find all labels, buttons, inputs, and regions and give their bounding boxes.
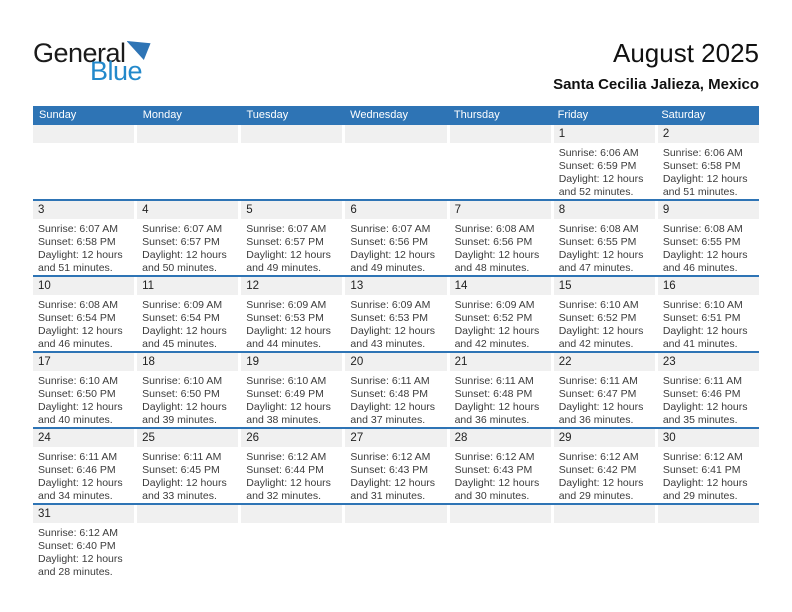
daylight-text-continued: and 52 minutes. [558,186,634,198]
day-number: 22 [554,353,655,371]
weekday-header-thursday: Thursday [453,109,500,121]
empty-day-cell [137,505,238,579]
sunset-text: Sunset: 6:46 PM [38,464,116,476]
sunset-text: Sunset: 6:44 PM [246,464,324,476]
sunrise-text: Sunrise: 6:12 AM [558,451,639,463]
day-cell [450,277,551,351]
daylight-text-continued: and 50 minutes. [142,262,217,274]
day-info [554,143,655,199]
daylight-text-continued: and 36 minutes. [454,414,530,426]
sunrise-text: Sunrise: 6:10 AM [662,299,743,311]
daylight-text: Daylight: 12 hours [662,173,748,185]
daylight-text: Daylight: 12 hours [142,249,227,261]
sunrise-text: Sunrise: 6:10 AM [246,375,327,387]
day-info [450,371,551,427]
sunrise-text: Sunrise: 6:10 AM [142,375,223,387]
day-info [554,371,655,427]
daylight-text-continued: and 46 minutes. [38,338,113,350]
daylight-text: Daylight: 12 hours [38,249,123,261]
day-info [33,447,134,503]
daylight-text-continued: and 30 minutes. [454,490,530,502]
daylight-text: Daylight: 12 hours [38,553,123,565]
weekday-header-sunday: Sunday [39,109,77,121]
day-number: 5 [241,201,342,219]
day-cell [137,429,238,503]
daylight-text-continued: and 49 minutes. [350,262,426,274]
day-number [450,505,551,523]
day-number: 20 [345,353,446,371]
sunset-text: Sunset: 6:47 PM [558,388,637,400]
day-cell [33,505,134,579]
day-cell [345,201,446,275]
daylight-text: Daylight: 12 hours [558,401,644,413]
day-number: 9 [658,201,759,219]
day-cell [33,277,134,351]
day-cell [33,201,134,275]
day-cell [137,201,238,275]
day-number: 14 [450,277,551,295]
day-info [241,295,342,351]
sunset-text: Sunset: 6:51 PM [662,312,741,324]
day-info [658,371,759,427]
day-number [450,125,551,143]
daylight-text-continued: and 34 minutes. [38,490,113,502]
day-number [658,505,759,523]
sunrise-text: Sunrise: 6:08 AM [38,299,118,311]
day-cell [450,201,551,275]
day-info [658,447,759,503]
calendar-weeks [33,125,759,579]
empty-day-cell [33,125,134,199]
day-number: 3 [33,201,134,219]
empty-day-cell [241,125,342,199]
daylight-text-continued: and 29 minutes. [558,490,634,502]
day-number [137,125,238,143]
day-cell [345,353,446,427]
daylight-text-continued: and 41 minutes. [662,338,738,350]
calendar [33,106,759,579]
daylight-text: Daylight: 12 hours [246,325,331,337]
sunrise-text: Sunrise: 6:09 AM [454,299,535,311]
sunset-text: Sunset: 6:52 PM [558,312,637,324]
daylight-text-continued: and 45 minutes. [142,338,217,350]
day-cell [658,201,759,275]
daylight-text-continued: and 51 minutes. [662,186,738,198]
calendar-week-row [33,125,759,199]
day-number: 19 [241,353,342,371]
daylight-text: Daylight: 12 hours [558,173,644,185]
daylight-text: Daylight: 12 hours [454,249,540,261]
day-number: 31 [33,505,134,523]
location-subtitle: Santa Cecilia Jalieza, Mexico [553,76,759,94]
day-info [345,295,446,351]
day-cell [658,429,759,503]
sunrise-text: Sunrise: 6:12 AM [350,451,431,463]
sunset-text: Sunset: 6:56 PM [350,236,429,248]
daylight-text: Daylight: 12 hours [662,325,748,337]
daylight-text-continued: and 29 minutes. [662,490,738,502]
sunrise-text: Sunrise: 6:11 AM [558,375,638,387]
day-number: 24 [33,429,134,447]
day-number: 26 [241,429,342,447]
daylight-text: Daylight: 12 hours [38,325,123,337]
day-cell [137,353,238,427]
daylight-text: Daylight: 12 hours [558,249,644,261]
day-info [450,447,551,503]
day-info [658,219,759,275]
daylight-text-continued: and 51 minutes. [38,262,113,274]
daylight-text-continued: and 38 minutes. [246,414,321,426]
sunset-text: Sunset: 6:50 PM [38,388,116,400]
sunrise-text: Sunrise: 6:12 AM [38,527,118,539]
day-info [137,295,238,351]
daylight-text: Daylight: 12 hours [662,401,748,413]
day-number: 21 [450,353,551,371]
calendar-week-row [33,427,759,503]
sunset-text: Sunset: 6:53 PM [246,312,324,324]
sunrise-text: Sunrise: 6:11 AM [454,375,534,387]
empty-day-cell [658,505,759,579]
day-info [137,219,238,275]
daylight-text-continued: and 42 minutes. [454,338,530,350]
sunrise-text: Sunrise: 6:09 AM [246,299,327,311]
daylight-text-continued: and 48 minutes. [454,262,530,274]
sunrise-text: Sunrise: 6:11 AM [38,451,118,463]
day-info [137,371,238,427]
empty-day-cell [137,125,238,199]
daylight-text-continued: and 46 minutes. [662,262,738,274]
daylight-text: Daylight: 12 hours [142,325,227,337]
day-info [554,219,655,275]
day-cell [658,125,759,199]
day-number: 2 [658,125,759,143]
sunset-text: Sunset: 6:48 PM [350,388,429,400]
day-number: 7 [450,201,551,219]
day-number: 12 [241,277,342,295]
daylight-text: Daylight: 12 hours [350,477,436,489]
daylight-text-continued: and 31 minutes. [350,490,426,502]
sunrise-text: Sunrise: 6:07 AM [142,223,223,235]
daylight-text: Daylight: 12 hours [350,401,436,413]
day-number: 25 [137,429,238,447]
day-number [554,505,655,523]
day-info [33,523,134,579]
day-info [658,143,759,199]
day-number [241,505,342,523]
day-number [345,505,446,523]
daylight-text: Daylight: 12 hours [454,325,540,337]
day-cell [345,429,446,503]
sunrise-text: Sunrise: 6:08 AM [454,223,535,235]
day-cell [450,429,551,503]
daylight-text-continued: and 49 minutes. [246,262,321,274]
empty-day-cell [450,125,551,199]
day-number: 10 [33,277,134,295]
sunset-text: Sunset: 6:42 PM [558,464,637,476]
empty-day-cell [554,505,655,579]
day-info [345,447,446,503]
day-number: 8 [554,201,655,219]
sunset-text: Sunset: 6:58 PM [662,160,741,172]
sunset-text: Sunset: 6:50 PM [142,388,220,400]
daylight-text-continued: and 32 minutes. [246,490,321,502]
sunset-text: Sunset: 6:46 PM [662,388,741,400]
daylight-text-continued: and 43 minutes. [350,338,426,350]
sunset-text: Sunset: 6:54 PM [38,312,116,324]
sunset-text: Sunset: 6:41 PM [662,464,741,476]
sunset-text: Sunset: 6:45 PM [142,464,220,476]
daylight-text-continued: and 47 minutes. [558,262,634,274]
daylight-text-continued: and 28 minutes. [38,566,113,578]
day-number: 11 [137,277,238,295]
sunset-text: Sunset: 6:54 PM [142,312,220,324]
sunrise-text: Sunrise: 6:10 AM [558,299,639,311]
day-cell [241,277,342,351]
sunrise-text: Sunrise: 6:06 AM [662,147,743,159]
daylight-text: Daylight: 12 hours [142,401,227,413]
day-number: 29 [554,429,655,447]
sunset-text: Sunset: 6:52 PM [454,312,533,324]
day-info [33,219,134,275]
sunrise-text: Sunrise: 6:11 AM [350,375,430,387]
sunset-text: Sunset: 6:58 PM [38,236,116,248]
page-header [33,0,759,106]
daylight-text: Daylight: 12 hours [558,477,644,489]
sunrise-text: Sunrise: 6:10 AM [38,375,118,387]
daylight-text-continued: and 37 minutes. [350,414,426,426]
daylight-text: Daylight: 12 hours [246,401,331,413]
day-cell [33,353,134,427]
empty-day-cell [450,505,551,579]
day-info [554,295,655,351]
day-number [241,125,342,143]
day-cell [658,353,759,427]
calendar-week-row [33,503,759,579]
sunset-text: Sunset: 6:55 PM [558,236,637,248]
day-info [345,219,446,275]
day-info [450,219,551,275]
weekday-header-tuesday: Tuesday [246,109,289,121]
empty-day-cell [345,125,446,199]
day-number [33,125,134,143]
day-number: 15 [554,277,655,295]
day-cell [554,201,655,275]
day-number: 1 [554,125,655,143]
sunrise-text: Sunrise: 6:11 AM [142,451,222,463]
logo-text-blue: Blue [90,56,143,86]
weekday-header-monday: Monday [142,109,182,121]
day-info [345,371,446,427]
calendar-week-row [33,351,759,427]
weekday-header-friday: Friday [557,109,589,121]
day-info [554,447,655,503]
calendar-week-row [33,199,759,275]
daylight-text-continued: and 33 minutes. [142,490,217,502]
calendar-week-row [33,275,759,351]
day-cell [33,429,134,503]
daylight-text-continued: and 42 minutes. [558,338,634,350]
day-number [345,125,446,143]
sunset-text: Sunset: 6:40 PM [38,540,116,552]
day-cell [137,277,238,351]
daylight-text: Daylight: 12 hours [246,477,331,489]
sunrise-text: Sunrise: 6:06 AM [558,147,639,159]
empty-day-cell [241,505,342,579]
day-number: 16 [658,277,759,295]
day-number: 27 [345,429,446,447]
day-number: 18 [137,353,238,371]
sunset-text: Sunset: 6:56 PM [454,236,533,248]
daylight-text-continued: and 36 minutes. [558,414,634,426]
day-info [241,371,342,427]
sunrise-text: Sunrise: 6:09 AM [142,299,223,311]
day-cell [241,429,342,503]
daylight-text: Daylight: 12 hours [350,325,436,337]
sunset-text: Sunset: 6:43 PM [454,464,533,476]
day-number: 30 [658,429,759,447]
sunset-text: Sunset: 6:43 PM [350,464,429,476]
sunset-text: Sunset: 6:55 PM [662,236,741,248]
sunrise-text: Sunrise: 6:07 AM [246,223,327,235]
sunrise-text: Sunrise: 6:12 AM [454,451,535,463]
day-number: 13 [345,277,446,295]
day-info [241,219,342,275]
day-info [33,371,134,427]
day-cell [554,353,655,427]
day-number: 4 [137,201,238,219]
daylight-text: Daylight: 12 hours [454,401,540,413]
sunrise-text: Sunrise: 6:12 AM [246,451,327,463]
sunrise-text: Sunrise: 6:07 AM [38,223,118,235]
daylight-text: Daylight: 12 hours [38,401,123,413]
day-cell [554,125,655,199]
sunset-text: Sunset: 6:57 PM [246,236,324,248]
day-number: 28 [450,429,551,447]
sunrise-text: Sunrise: 6:07 AM [350,223,431,235]
daylight-text-continued: and 40 minutes. [38,414,113,426]
daylight-text-continued: and 44 minutes. [246,338,321,350]
daylight-text: Daylight: 12 hours [350,249,436,261]
weekday-header-wednesday: Wednesday [350,109,409,121]
day-info [658,295,759,351]
weekday-header-row [33,106,759,125]
sunrise-text: Sunrise: 6:11 AM [662,375,743,387]
day-number [137,505,238,523]
day-cell [658,277,759,351]
month-title: August 2025 [612,38,759,68]
day-cell [450,353,551,427]
day-cell [241,201,342,275]
daylight-text: Daylight: 12 hours [246,249,331,261]
day-number: 6 [345,201,446,219]
general-blue-logo [33,40,203,85]
daylight-text: Daylight: 12 hours [662,249,748,261]
weekday-header-saturday: Saturday [661,109,706,121]
daylight-text: Daylight: 12 hours [142,477,227,489]
daylight-text: Daylight: 12 hours [38,477,123,489]
daylight-text-continued: and 39 minutes. [142,414,217,426]
day-number: 17 [33,353,134,371]
empty-day-cell [345,505,446,579]
daylight-text-continued: and 35 minutes. [662,414,738,426]
sunrise-text: Sunrise: 6:12 AM [662,451,743,463]
day-number: 23 [658,353,759,371]
sunrise-text: Sunrise: 6:08 AM [558,223,639,235]
sunrise-text: Sunrise: 6:09 AM [350,299,431,311]
sunset-text: Sunset: 6:48 PM [454,388,533,400]
day-cell [241,353,342,427]
day-cell [554,429,655,503]
day-info [241,447,342,503]
sunset-text: Sunset: 6:57 PM [142,236,220,248]
daylight-text: Daylight: 12 hours [662,477,748,489]
day-info [33,295,134,351]
day-cell [554,277,655,351]
daylight-text: Daylight: 12 hours [454,477,540,489]
logo-text-general: General [33,38,126,68]
sunset-text: Sunset: 6:49 PM [246,388,324,400]
title-block [553,40,759,93]
day-cell [345,277,446,351]
day-info [450,295,551,351]
daylight-text: Daylight: 12 hours [558,325,644,337]
sunrise-text: Sunrise: 6:08 AM [662,223,743,235]
day-info [137,447,238,503]
sunset-text: Sunset: 6:59 PM [558,160,637,172]
sunset-text: Sunset: 6:53 PM [350,312,429,324]
